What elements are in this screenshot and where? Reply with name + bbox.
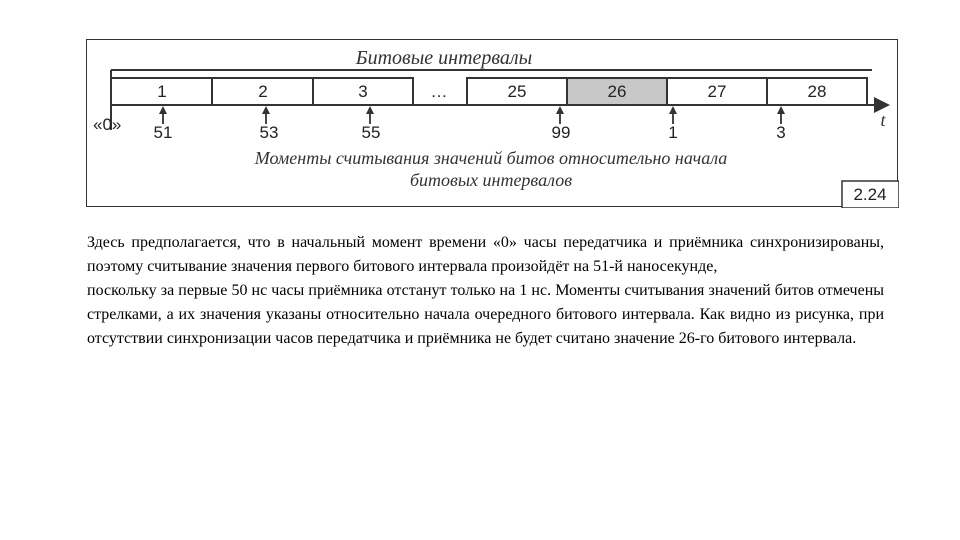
timing-diagram [86, 39, 898, 207]
read-arrow [777, 106, 785, 124]
arrow-label: 99 [551, 123, 571, 142]
interval-row [111, 78, 867, 105]
read-arrow [262, 106, 270, 124]
interval-label-highlighted: 26 [607, 82, 627, 101]
arrow-label: 55 [361, 123, 381, 142]
axis-label-t: t [880, 110, 886, 130]
arrow-label: 53 [259, 123, 279, 142]
read-arrow [556, 106, 564, 124]
caption-line-1: Моменты считывания значений битов относительно начала [254, 148, 728, 168]
read-arrow [366, 106, 374, 124]
timing-diagram-svg [87, 40, 899, 208]
paragraph: поскольку за первые 50 нс часы приёмника отстанут только на 1 нс. Моменты считывания значений битов отмечены стрелками, а их значения указаны относительно начала очередного битового интервала. Как видно из рисунка, при отсутствии синхронизации часов передатчика и приёмника не будет считано значение 26-го битового интервала. [87, 282, 884, 347]
body-text [87, 231, 884, 351]
interval-label: 3 [358, 82, 368, 101]
diagram-title: Битовые интервалы [355, 47, 533, 69]
arrow-label: 1 [668, 123, 678, 142]
interval-label: 1 [157, 82, 167, 101]
arrow-label: 3 [776, 123, 786, 142]
interval-label: 2 [258, 82, 268, 101]
read-arrows [159, 106, 785, 124]
interval-label: 25 [507, 82, 527, 101]
paragraph: Здесь предполагается, что в начальный момент времени «0» часы передатчика и приёмника синхронизированы, поэтому считывание значения первого битового интервала произойдёт на 51-й наносекунде, [87, 234, 884, 275]
interval-label: 27 [707, 82, 727, 101]
read-arrow [159, 106, 167, 124]
read-arrow [669, 106, 677, 124]
arrow-label: 51 [153, 123, 173, 142]
figure-number: 2.24 [853, 185, 887, 204]
caption-line-2: битовых интервалов [409, 170, 573, 190]
interval-ellipsis: … [430, 82, 448, 101]
origin-label: «0» [93, 115, 122, 134]
interval-label: 28 [807, 82, 827, 101]
